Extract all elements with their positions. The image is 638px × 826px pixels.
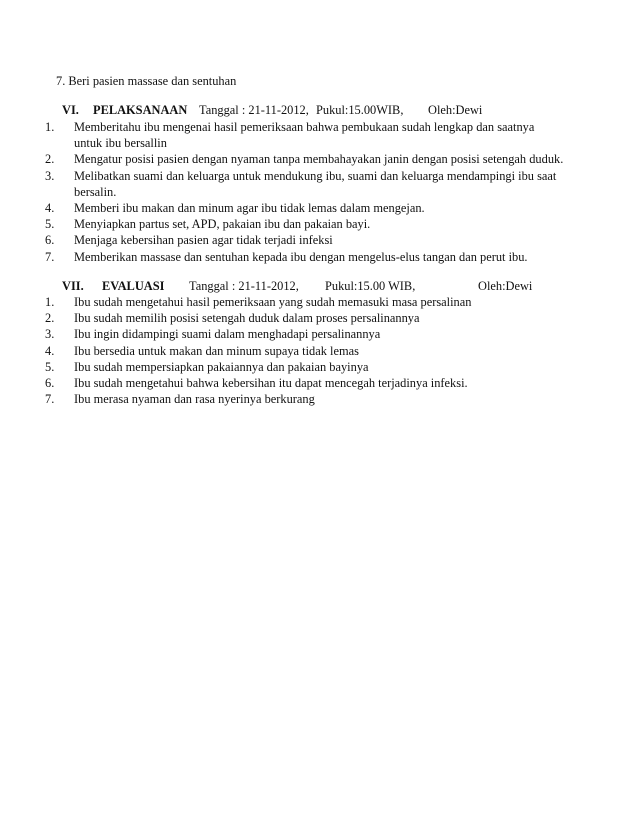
intro-item: 7. Beri pasien massase dan sentuhan — [56, 74, 237, 88]
list-item: 2. Ibu sudah memilih posisi setengah duduk dalam proses persalinannya — [45, 311, 420, 326]
evaluasi-date: Tanggal : 21-11-2012, — [189, 279, 299, 293]
evaluasi-number: VII. — [62, 279, 84, 293]
pelaksanaan-number: VI. — [62, 103, 79, 117]
evaluasi-title: EVALUASI — [102, 279, 165, 293]
list-item: 4. Memberi ibu makan dan minum agar ibu tidak lemas dalam mengejan. — [45, 201, 425, 216]
list-item: 3. Melibatkan suami dan keluarga untuk mendukung ibu, suami dan keluarga mendampingi ibu saat bersalin. — [45, 168, 557, 199]
pelaksanaan-title: PELAKSANAAN — [93, 103, 188, 117]
list-item: 7. Memberikan massase dan sentuhan kepada ibu dengan mengelus-elus tangan dan perut ibu. — [45, 249, 528, 264]
evaluasi-list — [0, 294, 564, 407]
evaluasi-time: Pukul:15.00 WIB, — [325, 279, 416, 293]
list-item: 1. Memberitahu ibu mengenai hasil pemeriksaan bahwa pembukaan sudah lengkap dan saatnya untuk ibu bersallin — [45, 120, 535, 151]
list-item: 7. Ibu merasa nyaman dan rasa nyerinya berkurang — [45, 392, 315, 407]
list-item: 5. Menyiapkan partus set, APD, pakaian ibu dan pakaian bayi. — [45, 217, 371, 232]
list-item: 1. Ibu sudah mengetahui hasil pemeriksaan yang sudah memasuki masa persalinan — [45, 295, 472, 309]
list-item: 6. Menjaga kebersihan pasien agar tidak terjadi infeksi — [45, 233, 333, 248]
pelaksanaan-date: Tanggal : 21-11-2012, — [199, 103, 309, 117]
list-item: 6. Ibu sudah mengetahui bahwa kebersihan itu dapat mencegah terjadinya infeksi. — [45, 376, 468, 391]
pelaksanaan-list — [0, 119, 564, 265]
list-item: 2. Mengatur posisi pasien dengan nyaman tanpa membahayakan janin dengan posisi setengah duduk. — [45, 152, 564, 167]
pelaksanaan-time: Pukul:15.00WIB, — [316, 103, 404, 117]
evaluasi-author: Oleh:Dewi — [478, 279, 533, 293]
list-item: 3. Ibu ingin didampingi suami dalam menghadapi persalinannya — [45, 327, 381, 342]
list-item: 4. Ibu bersedia untuk makan dan minum supaya tidak lemas — [45, 343, 359, 358]
list-item: 5. Ibu sudah mempersiapkan pakaiannya dan pakaian bayinya — [45, 359, 369, 374]
pelaksanaan-author: Oleh:Dewi — [428, 103, 483, 117]
